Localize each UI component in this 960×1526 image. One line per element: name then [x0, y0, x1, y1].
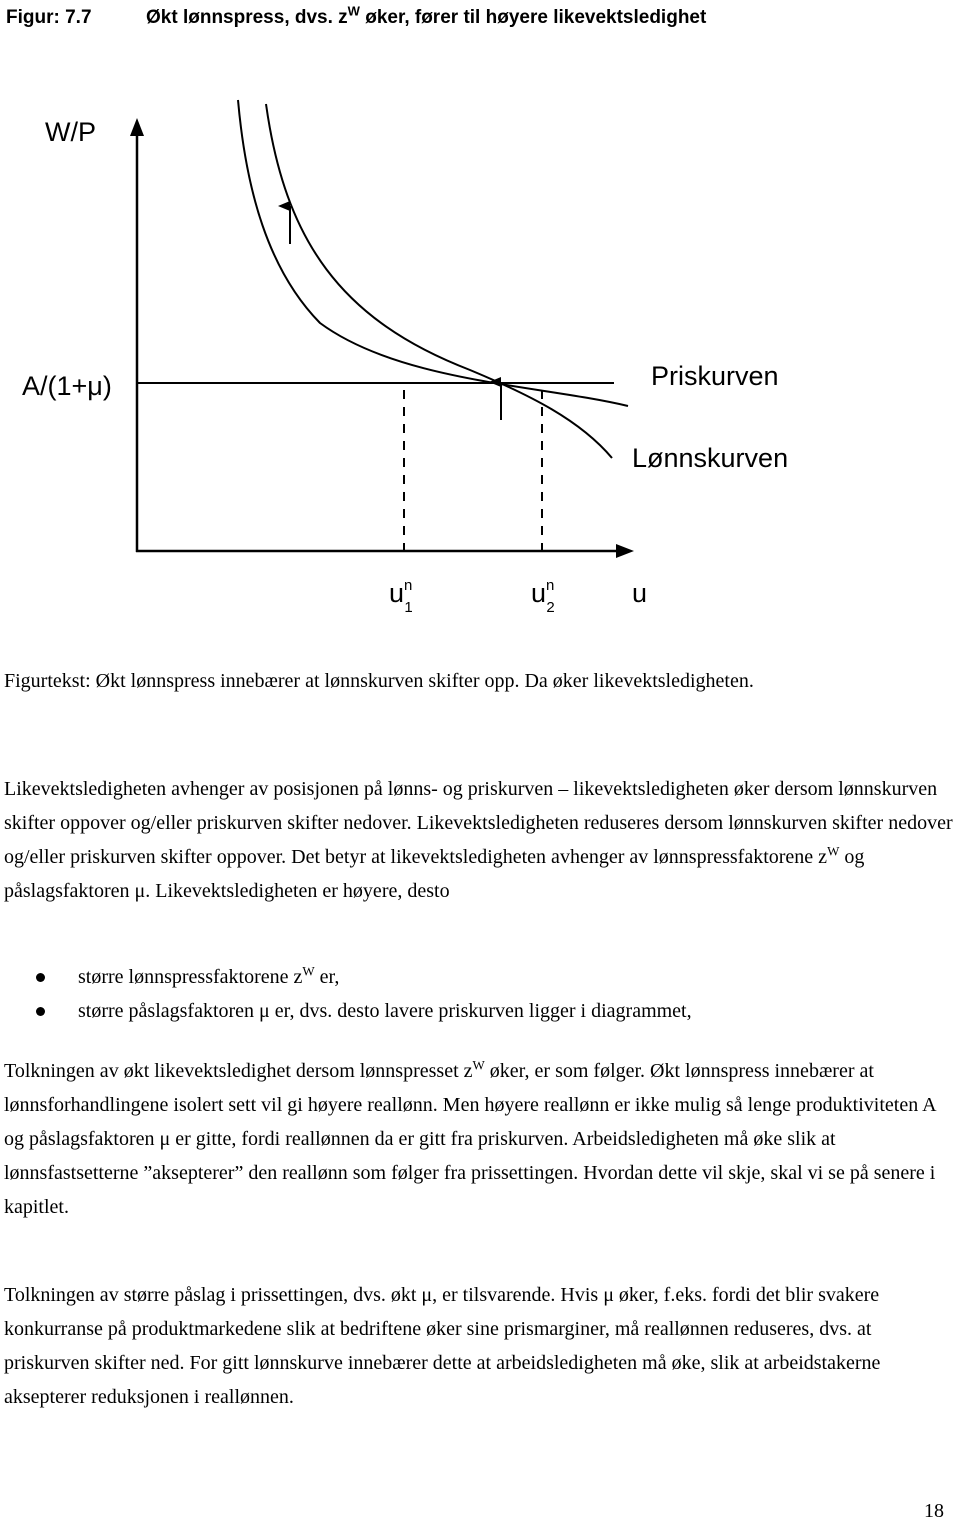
bullet-list: [0, 960, 950, 1028]
price-level-label: A/(1+μ): [22, 371, 112, 401]
bullet-item: [0, 960, 950, 994]
paragraph-1-text-end: og påslagsfaktoren μ. Likevektsledigheten er høyere, desto: [4, 846, 865, 902]
bullet-superscript: W: [302, 963, 315, 979]
y-axis-label: W/P: [45, 117, 96, 147]
bullet-dot: [36, 973, 45, 982]
figure-number: Figur: 7.7: [6, 7, 92, 28]
figure-title-superscript: W: [347, 3, 360, 19]
paragraph-1: [4, 772, 954, 908]
figure-caption: Figurtekst: Økt lønnspress innebærer at lønnskurven skifter opp. Da øker likevektsledigheten.: [4, 670, 754, 692]
x-axis-arrow: [616, 544, 634, 558]
page-number: 18: [924, 1500, 944, 1522]
bullet-item: [0, 994, 950, 1028]
paragraph-1-text: Likevektsledigheten avhenger av posisjonen på lønns- og priskurven – likevektsledigheten øker dersom lønnskurven skifter oppover og/eller priskurven skifter nedover. Likevektsledigheten reduseres dersom lønnskurven skifter nedover og/eller priskurven skifter oppover. Det betyr at likevektsledigheten avhenger av lønnspressfaktorene z: [4, 778, 953, 868]
y-axis-arrow: [130, 118, 144, 136]
old-wage-curve: [266, 104, 612, 458]
paragraph-3: Tolkningen av større påslag i prissettingen, dvs. økt μ, er tilsvarende. Hvis μ øker, f.eks. fordi det blir svakere konkurranse på produktmarkedene slik at bedriftene øker sine prismarginer, må reallønnen reduseres, dvs. at priskurven skifter ned. For gitt lønnskurve innebærer dette at arbeidsledigheten må øke, slik at arbeidstakerne aksepterer reduksjonen i reallønnen.: [4, 1284, 881, 1408]
new-wage-curve: [238, 100, 628, 406]
paragraph-2-text-end: øker, er som følger. Økt lønnspress innebærer at lønnsforhandlingene isolert sett vil gi høyere reallønn. Men høyere reallønn er ikke mulig så lenge produktiviteten A og påslagsfaktoren μ er gitte, fordi reallønnen da er gitt fra priskurven. Arbeidsledigheten må øke slik at lønnsfastsetterne ”aksepterer” den reallønn som følger fra prissettingen. Hvordan dette vil skje, skal vi se på senere i kapitlet.: [4, 1060, 936, 1218]
u2-label: un 2: [531, 577, 555, 616]
paragraph-2-superscript: W: [472, 1057, 485, 1073]
x-axis-label: u: [632, 578, 648, 608]
u1-label: un 1: [389, 577, 413, 616]
bullet-dot: [36, 1007, 45, 1016]
wage-curve-label: Lønnskurven: [632, 443, 789, 473]
wage-price-curve-diagram: [0, 0, 960, 640]
figure-title-text: Økt lønnspress, dvs. z: [146, 7, 348, 28]
bullet-text-end: er,: [314, 966, 340, 988]
figure-title-text-end: øker, fører til høyere likevektsledighet: [359, 7, 707, 28]
paragraph-1-superscript: W: [827, 843, 840, 859]
paragraph-2-text: Tolkningen av økt likevektsledighet dersom lønnspresset z: [4, 1060, 473, 1082]
paragraph-2: [4, 1054, 954, 1224]
bullet-text: større lønnspressfaktorene z: [78, 966, 303, 988]
bullet-text: større påslagsfaktoren μ er, dvs. desto lavere priskurven ligger i diagrammet,: [78, 1000, 692, 1022]
price-curve-label: Priskurven: [651, 361, 779, 391]
